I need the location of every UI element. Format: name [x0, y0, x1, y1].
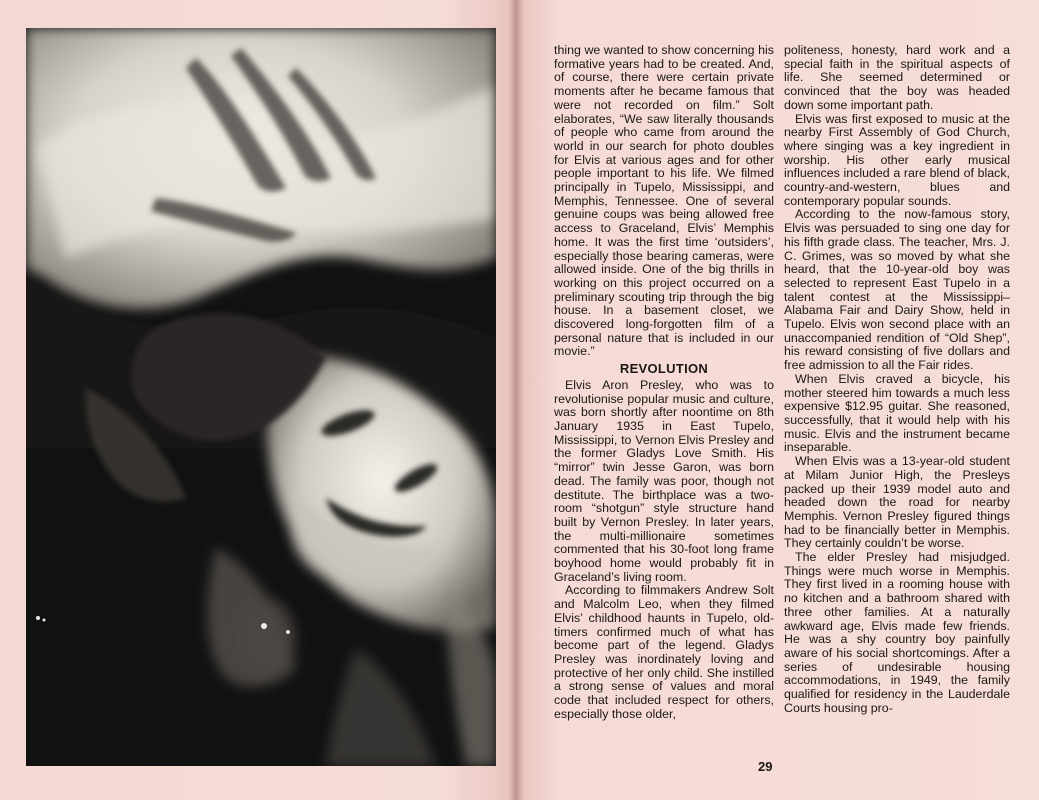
text-column-left: [554, 44, 774, 721]
page-number: 29: [758, 759, 773, 774]
paragraph: thing we wanted to show concerning his formative years had to be created. And, of course, there were certain private moments after he became famous that were not recorded on film.” Solt elaborates, “We saw literally thousands of people who came from around the world in our search for photo doubles for Elvis at various ages and for other people important to his life. We filmed principally in Tupelo, Mississippi, and Memphis, Tennessee. One of several genuine coups was being allowed free access to Graceland, Elvis’ Memphis home. It was the first time ‘outsiders’, especially those bearing cameras, were allowed inside. One of the big thrills in working on this project occurred on a preliminary scouting trip through the big house. In a basement closet, we discovered long-forgotten film of a personal nature that is included in our movie.”: [554, 43, 774, 359]
paragraph: politeness, honesty, hard work and a special faith in the spiritual aspects of life. She seemed determined or convinced that the boy was headed down some important path.: [784, 43, 1010, 112]
text-column-right: [784, 44, 1010, 715]
paragraph: According to filmmakers Andrew Solt and Malcolm Leo, when they filmed Elvis’ childhood haunts in Tupelo, old-timers confirmed much of what has become part of the legend. Gladys Presley was inordinately loving and protective of her only child. She instilled a strong sense of values and moral code that included respect for others, especially those older,: [554, 583, 774, 721]
paragraph: Elvis was first exposed to music at the nearby First Assembly of God Church, where singing was a key ingredient in worship. His other early musical influences included a rare blend of black, country-and-western, blues and contemporary popular sounds.: [784, 111, 1010, 208]
paragraph: According to the now-famous story, Elvis was persuaded to sing one day for his fifth grade class. The teacher, Mrs. J. C. Grimes, was so moved by what she heard, that the 10-year-old boy was selected to represent East Tupelo in a talent contest at the Mississippi–Alabama Fair and Dairy Show, held in Tupelo. Elvis won second place with an unaccompanied rendition of “Old Shep”, his reward consisting of five dollars and free admission to all the Fair rides.: [784, 207, 1010, 373]
photo-artwork: [26, 28, 496, 766]
paragraph: The elder Presley had misjudged. Things were much worse in Memphis. They first lived in a rooming house with no kitchen and a bathroom shared with three other families. At a naturally awkward age, Elvis made few friends. He was a shy country boy painfully aware of his social shortcomings. After a series of undesirable housing accommodations, in 1949, the family qualified for residency in the Lauderdale Courts housing pro-: [784, 550, 1010, 715]
paragraph: When Elvis was a 13-year-old student at Milam Junior High, the Presleys packed up their 1939 model auto and headed down the road for nearby Memphis. Vernon Presley figured things had to be financially better in Memphis. They certainly couldn’t be worse.: [784, 454, 1010, 551]
paragraph: When Elvis craved a bicycle, his mother steered him towards a much less expensive $12.95 guitar. She reasoned, successfully, that it would help with his music. Elvis and the instrument became inseparable.: [784, 371, 1010, 455]
left-page: [0, 0, 515, 800]
book-gutter: [508, 0, 524, 800]
section-heading: REVOLUTION: [619, 361, 709, 377]
halftone-portrait-photo: [26, 28, 496, 766]
paragraph: Elvis Aron Presley, who was to revolutionise popular music and culture, was born shortly after noontime on 8th January 1935 in East Tupelo, Mississippi, to Vernon Elvis Presley and the former Gladys Love Smith. His “mirror” twin Jesse Garon, was born dead. The family was poor, though not destitute. The birthplace was a two-room “shotgun” style structure hand built by Vernon Presley. In later years, the multi-millionaire sometimes commented that his 30-foot long frame boyhood home would probably fit in Graceland’s living room.: [554, 377, 774, 584]
